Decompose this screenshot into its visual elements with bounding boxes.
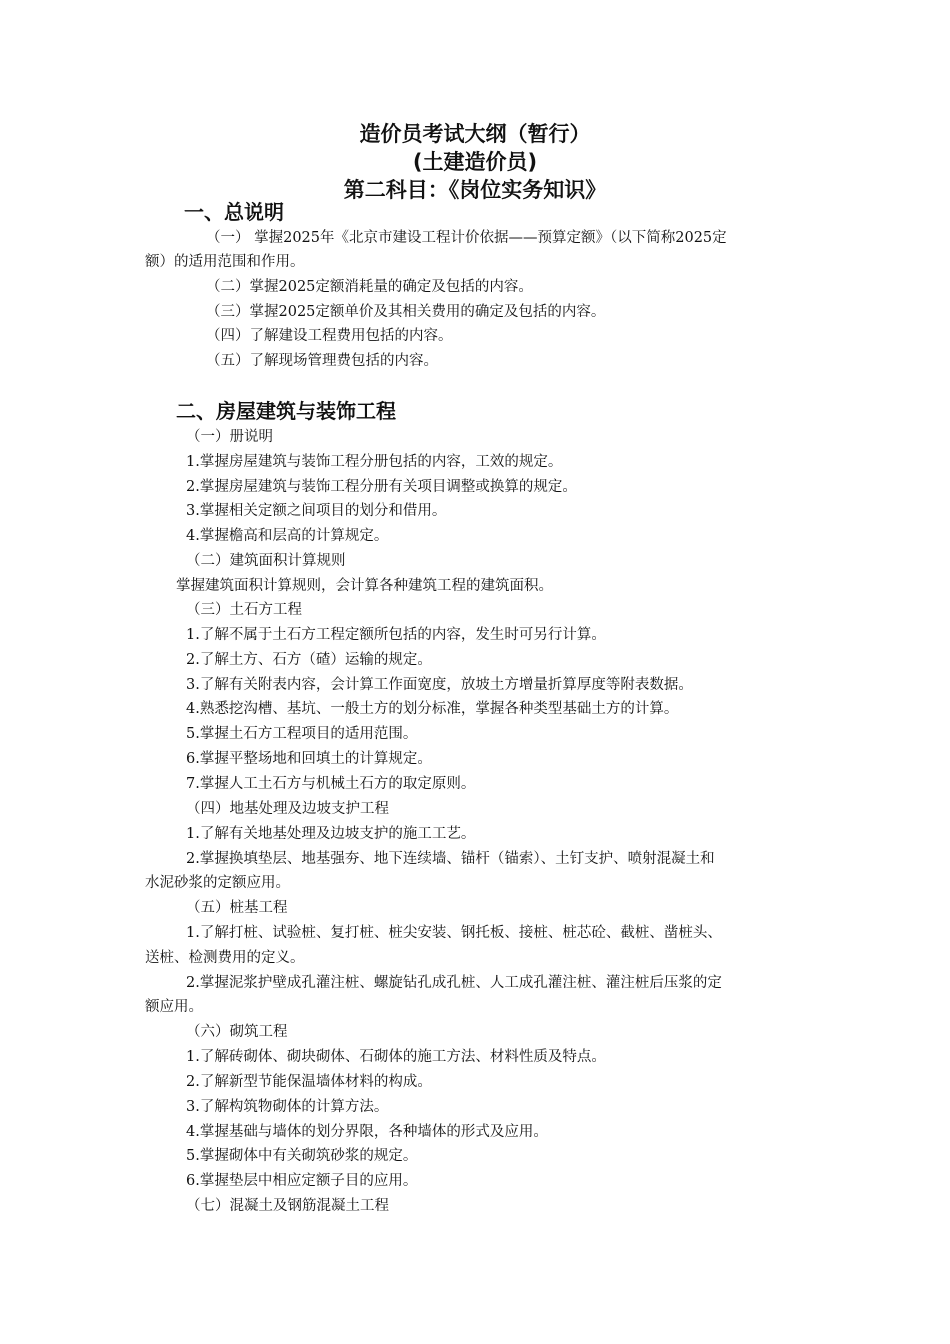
paragraph: （四）了解建设工程费用包括的内容。: [206, 328, 453, 344]
list-item: 5.掌握砌体中有关砌筑砂浆的规定。: [186, 1148, 418, 1164]
doc-title: 造价员考试大纲（暂行）: [359, 122, 591, 146]
list-item: 4.熟悉挖沟槽、基坑、一般土方的划分标准，掌握各种类型基础土方的计算。: [186, 701, 679, 717]
subsection-heading: （七）混凝土及钢筋混凝土工程: [186, 1198, 389, 1214]
list-item: 2.掌握房屋建筑与装饰工程分册有关项目调整或换算的规定。: [186, 479, 577, 495]
list-item: 3.掌握相关定额之间项目的划分和借用。: [186, 503, 447, 519]
paragraph: （一） 掌握2025年《北京市建设工程计价依据——预算定额》（以下简称2025定: [206, 230, 727, 246]
paragraph: （三）掌握2025定额单价及其相关费用的确定及包括的内容。: [206, 304, 606, 320]
subsection-heading: （六）砌筑工程: [186, 1024, 288, 1040]
list-item: 1.了解打桩、试验桩、复打桩、桩尖安装、钢托板、接桩、桩芯砼、截桩、凿桩头、: [186, 925, 722, 941]
list-item: 4.掌握檐高和层高的计算规定。: [186, 528, 389, 544]
list-item: 3.了解有关附表内容，会计算工作面宽度，放坡土方增量折算厚度等附表数据。: [186, 677, 693, 693]
section-heading-building: 二、房屋建筑与装饰工程: [176, 399, 396, 423]
paragraph: 额）的适用范围和作用。: [145, 254, 305, 270]
subsection-heading: （四）地基处理及边坡支护工程: [186, 801, 389, 817]
subsection-heading: （一）册说明: [186, 429, 273, 445]
title-block: [0, 120, 950, 204]
section-heading-general: 一、总说明: [184, 200, 284, 224]
list-item: 1.掌握房屋建筑与装饰工程分册包括的内容，工效的规定。: [186, 454, 563, 470]
list-item: 1.了解不属于土石方工程定额所包括的内容，发生时可另行计算。: [186, 627, 606, 643]
list-item: 4.掌握基础与墙体的划分界限，各种墙体的形式及应用。: [186, 1124, 548, 1140]
subsection-heading: （三）土石方工程: [186, 602, 302, 618]
list-item: 2.掌握泥浆护壁成孔灌注桩、螺旋钻孔成孔桩、人工成孔灌注桩、灌注桩后压浆的定: [186, 975, 722, 991]
doc-subject: 第二科目：《岗位实务知识》: [343, 178, 607, 202]
subsection-heading: （五）桩基工程: [186, 900, 288, 916]
paragraph: （二）掌握2025定额消耗量的确定及包括的内容。: [206, 279, 533, 295]
paragraph: （五）了解现场管理费包括的内容。: [206, 353, 438, 369]
list-item: 1.了解有关地基处理及边坡支护的施工工艺。: [186, 826, 476, 842]
list-item: 7.掌握人工土石方与机械土石方的取定原则。: [186, 776, 476, 792]
list-item: 送桩、检测费用的定义。: [145, 950, 305, 966]
list-item: 5.掌握土石方工程项目的适用范围。: [186, 726, 418, 742]
list-item: 水泥砂浆的定额应用。: [145, 875, 290, 891]
list-item: 2.了解新型节能保温墙体材料的构成。: [186, 1074, 432, 1090]
list-item: 2.了解土方、石方（碴）运输的规定。: [186, 652, 432, 668]
doc-subtitle: (土建造价员): [412, 150, 538, 174]
list-item: 2.掌握换填垫层、地基强夯、地下连续墙、锚杆（锚索）、土钉支护、喷射混凝土和: [186, 851, 715, 867]
list-item: 6.掌握垫层中相应定额子目的应用。: [186, 1173, 418, 1189]
list-item: 掌握建筑面积计算规则，会计算各种建筑工程的建筑面积。: [176, 578, 553, 594]
subsection-heading: （二）建筑面积计算规则: [186, 553, 346, 569]
list-item: 3.了解构筑物砌体的计算方法。: [186, 1099, 389, 1115]
list-item: 1.了解砖砌体、砌块砌体、石砌体的施工方法、材料性质及特点。: [186, 1049, 606, 1065]
list-item: 6.掌握平整场地和回填土的计算规定。: [186, 751, 432, 767]
list-item: 额应用。: [145, 999, 203, 1015]
